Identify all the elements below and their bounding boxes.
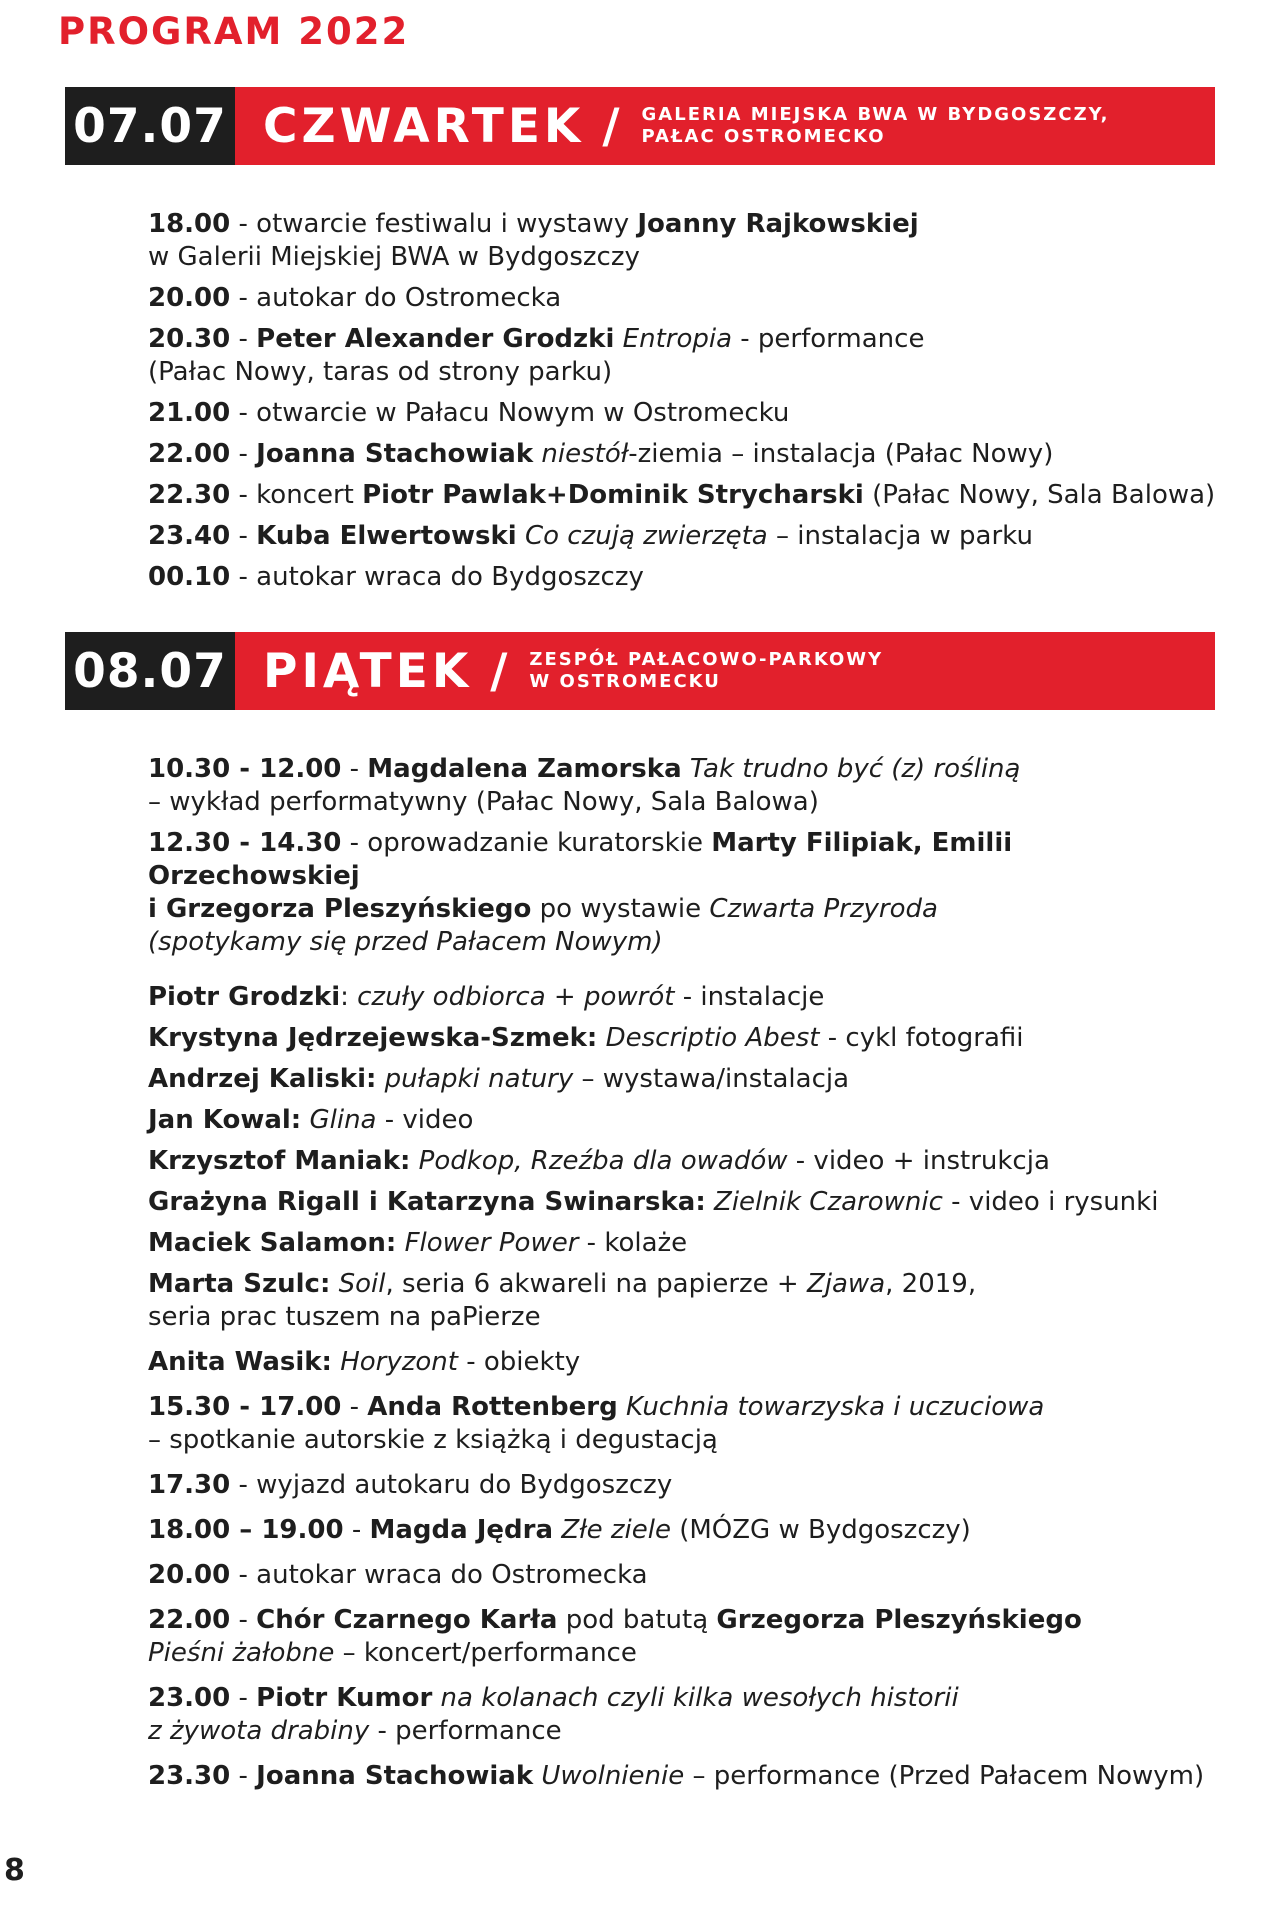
day-bar [235,87,1215,165]
schedule-entry [148,397,1228,430]
entry-text: (MÓZG w Bydgoszczy) [670,1515,971,1545]
schedule-entry [148,1682,1228,1748]
entry-italic-text: Entropia [622,324,733,354]
entry-bold-text: Joanny Rajkowskiej [637,209,919,239]
schedule-entry [148,208,1228,274]
schedule-entry [148,1514,1228,1547]
entry-bold-text: Andrzej Kaliski: [148,1064,377,1094]
entry-text: - [230,439,257,469]
entry-text: pod batutą [557,1605,717,1635]
entry-text: - otwarcie festiwalu i wystawy [230,209,638,239]
entry-bold-text: 20.00 [148,283,231,313]
entry-text: - oprowadzanie kuratorskie [341,828,712,858]
day-bar [235,632,1215,710]
entry-text: , 2019, seria prac tuszem na paPierze [148,1269,977,1332]
schedule-entry [148,1268,1228,1334]
entry-text [517,521,525,551]
schedule-entry [148,323,1228,389]
entry-italic-text: Zjawa [806,1269,886,1299]
entry-text [376,1064,384,1094]
schedule-friday [148,745,1228,1793]
entry-text: - [343,1515,370,1545]
entry-bold-text: 18.00 [148,209,231,239]
entry-text [332,1347,340,1377]
entry-text: (Pałac Nowy, Sala Balowa) [863,480,1216,510]
entry-italic-text: na kolanach czyli kilka wesołych historii z żywota drabiny [148,1683,959,1746]
entry-text: – spotkanie autorskie z książką i degustacją [148,1425,718,1455]
entry-bold-text: Marty Filipiak, Emilii Orzechowskiej i Grzegorza Pleszyńskiego [148,828,1013,924]
schedule-entry [148,1604,1228,1670]
schedule-entry [148,1022,1228,1055]
entry-bold-text: Marta Szulc: [148,1269,331,1299]
schedule-entry [148,561,1228,594]
entry-bold-text: 23.00 [148,1683,231,1713]
entry-text: - autokar wraca do Bydgoszczy [230,562,644,592]
schedule-entry [148,981,1228,1014]
entry-bold-text: Joanna Stachowiak [256,439,534,469]
entry-italic-text: niestół [541,439,629,469]
entry-italic-text: Podkop, Rzeźba dla owadów [418,1146,788,1176]
entry-text: - wyjazd autokaru do Bydgoszczy [230,1470,673,1500]
entry-text: - video i rysunki [942,1187,1159,1217]
entry-italic-text: Flower Power [404,1228,579,1258]
entry-text [706,1187,714,1217]
entry-bold-text: Jan Kowal: [148,1105,302,1135]
entry-text: - video [376,1105,474,1135]
entry-bold-text: 23.40 [148,521,231,551]
entry-text [682,754,690,784]
entry-italic-text: Kuchnia towarzyska i uczuciowa [625,1392,1045,1422]
entry-bold-text: 15.30 - 17.00 [148,1392,342,1422]
entry-bold-text: Grażyna Rigall i Katarzyna Swinarska: [148,1187,706,1217]
entry-text: - kolaże [578,1228,688,1258]
schedule-entry [148,1186,1228,1219]
day-venue: GALERIA MIEJSKA BWA W BYDGOSZCZY, PAŁAC OSTROMECKO [641,104,1110,147]
entry-bold-text: Magda Jędra [369,1515,554,1545]
day-header-friday [65,632,1215,710]
entry-bold-text: Anda Rottenberg [367,1392,618,1422]
entry-text: : [340,982,358,1012]
entry-text: - koncert [230,480,363,510]
entry-text: – koncert/performance [334,1638,637,1668]
entry-text: w Galerii Miejskiej BWA w Bydgoszczy [148,242,640,272]
schedule-entry [148,438,1228,471]
entry-text: - [230,521,257,551]
entry-bold-text: Piotr Grodzki [148,982,341,1012]
entry-italic-text: Horyzont [340,1347,458,1377]
entry-text: – wykład performatywny (Pałac Nowy, Sala Balowa) [148,787,819,817]
day-slash: / [602,98,620,154]
entry-italic-text: Descriptio Abest [605,1023,820,1053]
entry-text: + [545,982,584,1012]
entry-bold-text: 23.30 [148,1761,231,1791]
day-date: 07.07 [65,87,235,165]
entry-text: – instalacja w parku [767,521,1033,551]
schedule-entry [148,753,1228,819]
entry-italic-text: czuły odbiorca [357,982,546,1012]
entry-bold-text: 17.30 [148,1470,231,1500]
entry-text: - autokar do Ostromecka [230,283,562,313]
entry-text: - [230,1683,257,1713]
entry-bold-text: Krzysztof Maniak: [148,1146,411,1176]
entry-text: - [230,1761,257,1791]
entry-text: - cykl fotografii [819,1023,1024,1053]
entry-bold-text: 22.00 [148,439,231,469]
entry-italic-text: Glina [309,1105,377,1135]
entry-text: - performance [369,1716,562,1746]
entry-italic-text: Czwarta Przyroda (spotykamy się przed Pałacem Nowym) [148,894,938,957]
entry-text: - [230,1605,257,1635]
entry-text [330,1269,338,1299]
entry-italic-text: Tak trudno być (z) rośliną [689,754,1021,784]
entry-italic-text: Soil [338,1269,386,1299]
entry-bold-text: 18.00 – 19.00 [148,1515,344,1545]
entry-text: - obiekty [457,1347,581,1377]
entry-text: -ziemia – instalacja (Pałac Nowy) [628,439,1054,469]
entry-text: , seria 6 akwareli na papierze + [385,1269,807,1299]
schedule-entry [148,1104,1228,1137]
page-number: 8 [4,1853,25,1888]
entry-text [618,1392,626,1422]
entry-text: - performance (Pałac Nowy, taras od strony parku) [148,324,925,387]
entry-italic-text: Co czują zwierzęta [524,521,768,551]
entry-text [432,1683,440,1713]
entry-text [396,1228,404,1258]
entry-italic-text: Złe ziele [561,1515,671,1545]
entry-bold-text: Kuba Elwertowski [256,521,517,551]
entry-bold-text: Anita Wasik: [148,1347,332,1377]
entry-text [597,1023,605,1053]
entry-bold-text: Peter Alexander Grodzki [256,324,615,354]
entry-text: - [341,1392,368,1422]
schedule-entry [148,827,1228,959]
entry-text: - otwarcie w Pałacu Nowym w Ostromecku [230,398,790,428]
entry-bold-text: Chór Czarnego Karła [256,1605,558,1635]
day-name: PIĄTEK [263,643,473,699]
schedule-entry [148,1063,1228,1096]
day-slash: / [490,643,508,699]
entry-bold-text: 20.00 [148,1560,231,1590]
entry-bold-text: Magdalena Zamorska [367,754,682,784]
entry-bold-text: 20.30 [148,324,231,354]
entry-bold-text: 22.00 [148,1605,231,1635]
entry-text: – performance (Przed Pałacem Nowym) [684,1761,1205,1791]
entry-text: po wystawie [531,894,710,924]
program-title: PROGRAM 2022 [58,10,410,53]
schedule-entry [148,520,1228,553]
entry-text: - [341,754,368,784]
entry-italic-text: Pieśni żałobne [148,1638,335,1668]
entry-text: - [230,324,257,354]
entry-italic-text: Uwolnienie [541,1761,685,1791]
schedule-thursday [148,200,1228,594]
entry-text [614,324,622,354]
entry-bold-text: 00.10 [148,562,231,592]
entry-bold-text: 12.30 - 14.30 [148,828,342,858]
entry-bold-text: Grzegorza Pleszyńskiego [716,1605,1082,1635]
schedule-entry [148,282,1228,315]
schedule-entry [148,1145,1228,1178]
entry-bold-text: 10.30 - 12.00 [148,754,342,784]
entry-text: - video + instrukcja [787,1146,1050,1176]
entry-italic-text: Zielnik Czarownic [714,1187,943,1217]
entry-italic-text: powrót [583,982,675,1012]
schedule-entry [148,1559,1228,1592]
schedule-entry [148,1346,1228,1379]
day-header-thursday [65,87,1215,165]
entry-italic-text: pułapki natury [384,1064,574,1094]
day-date: 08.07 [65,632,235,710]
entry-text: - instalacje [674,982,825,1012]
entry-bold-text: 21.00 [148,398,231,428]
schedule-entry [148,479,1228,512]
entry-text: – wystawa/instalacja [573,1064,850,1094]
day-name: CZWARTEK [263,98,585,154]
entry-bold-text: Maciek Salamon: [148,1228,397,1258]
entry-text [410,1146,418,1176]
entry-bold-text: Piotr Pawlak+Dominik Strycharski [362,480,864,510]
entry-bold-text: Krystyna Jędrzejewska-Szmek: [148,1023,598,1053]
entry-bold-text: 22.30 [148,480,231,510]
schedule-entry [148,1469,1228,1502]
schedule-entry [148,1760,1228,1793]
schedule-entry [148,1227,1228,1260]
day-venue: ZESPÓŁ PAŁACOWO-PARKOWY W OSTROMECKU [529,649,884,692]
schedule-entry [148,1391,1228,1457]
entry-bold-text: Joanna Stachowiak [256,1761,534,1791]
entry-text: - autokar wraca do Ostromecka [230,1560,648,1590]
entry-bold-text: Piotr Kumor [256,1683,433,1713]
